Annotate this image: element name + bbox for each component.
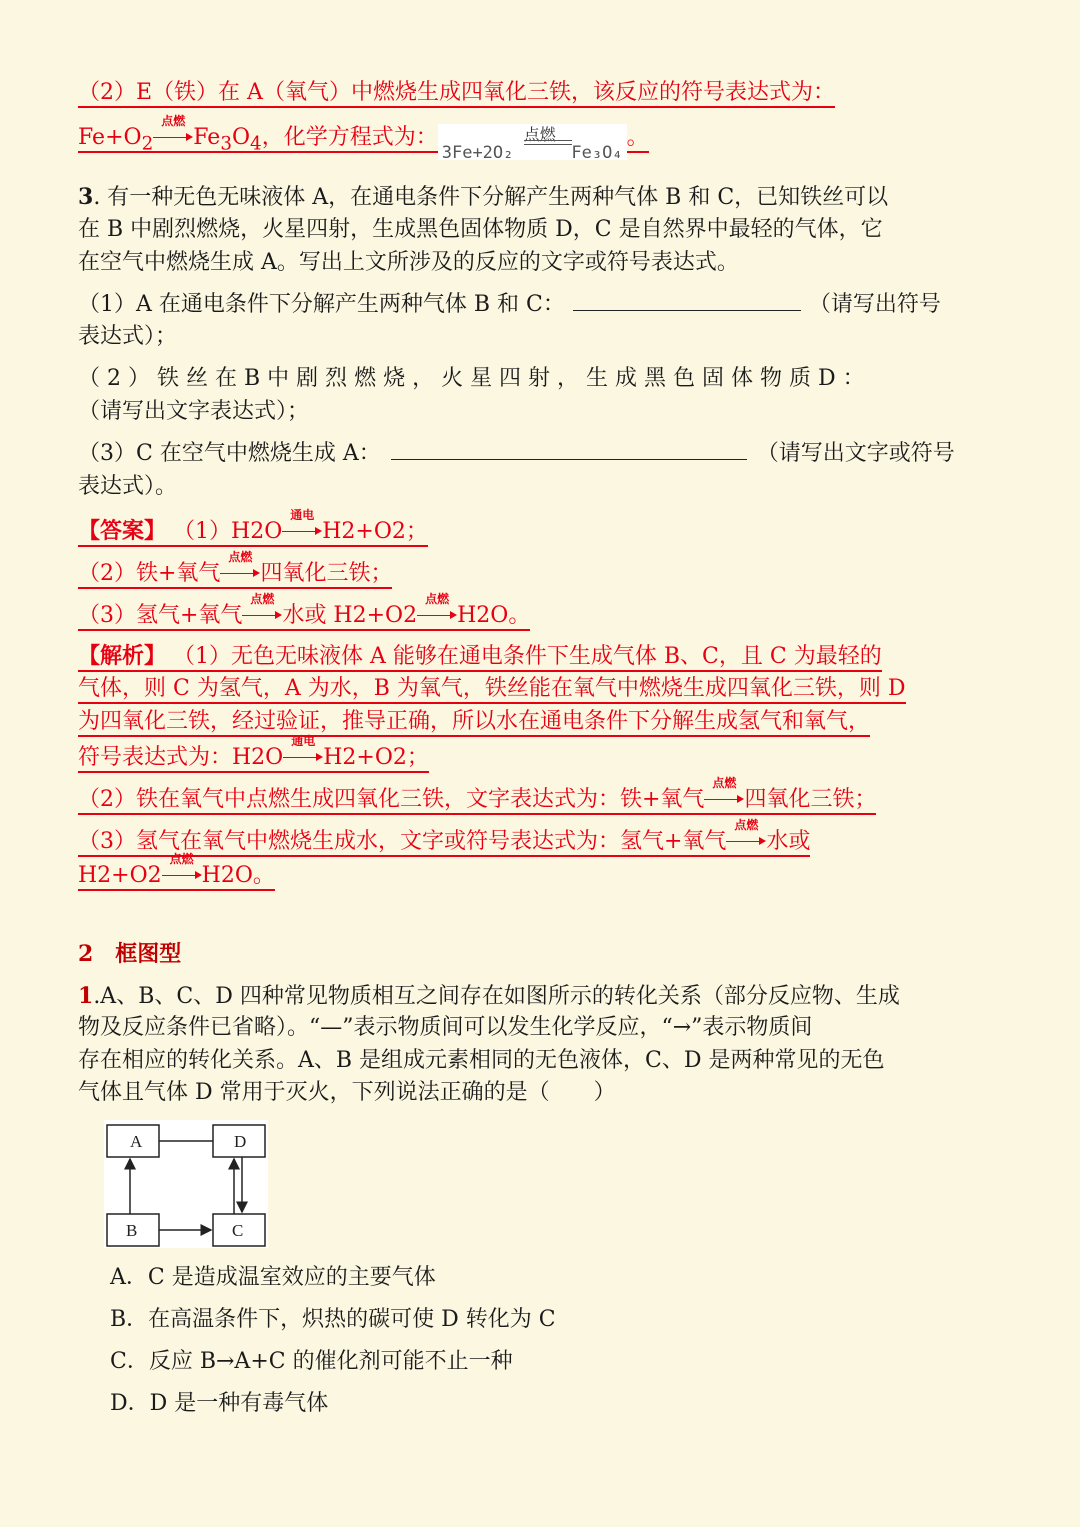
answer-tag: 【答案】 xyxy=(78,518,167,544)
option-c[interactable]: C．反应 B→A+C 的催化剂可能不止一种 xyxy=(110,1349,513,1374)
answer-blank-3[interactable] xyxy=(391,439,747,460)
electric-arrow: 通电 xyxy=(283,740,323,766)
q1-number: 1 xyxy=(78,983,94,1009)
answer-line1: 【答案】 （1）H2O 通电 H2+O2； xyxy=(78,514,428,547)
q3-sub2-cont: （请写出文字表达式）； xyxy=(78,399,310,424)
conversion-diagram xyxy=(104,1120,268,1248)
answer-blank-1[interactable] xyxy=(573,290,801,311)
equation-image-condition: 点燃 xyxy=(523,125,556,144)
equation-image-right: Fe₃O₄ xyxy=(571,143,623,163)
analysis-line4: 符号表达式为：H2O 通电 H2+O2； xyxy=(78,740,429,773)
part2-line1-text: （2）E（铁）在 A（氧气）中燃烧生成四氧化三铁，该反应的符号表达式为： xyxy=(78,80,835,108)
electric-arrow: 通电 xyxy=(282,514,322,540)
analysis-line3: 为四氧化三铁，经过验证，推导正确，所以水在通电条件下分解生成氢气和氧气， xyxy=(78,707,870,737)
option-d[interactable]: D．D 是一种有毒气体 xyxy=(110,1391,329,1416)
section-heading: 2 框图型 xyxy=(78,941,182,967)
answer-line2: （2）铁+氧气 点燃 四氧化三铁； xyxy=(78,556,392,589)
analysis-line1: 【解析】 （1）无色无味液体 A 能够在通电条件下生成气体 B、C，且 C 为最轻的 xyxy=(78,641,882,672)
answer-line3: （3）氢气+氧气 点燃 水或 H2+O2 点燃 H2O。 xyxy=(78,598,530,631)
eq-o: O xyxy=(232,125,251,150)
equation-image-left: 3Fe+2O₂ xyxy=(441,143,514,163)
q3-sub3-cont: 表达式）。 xyxy=(78,474,178,499)
part2-line1 xyxy=(78,78,835,108)
q3-sub2: （ 2 ） 铁 丝 在 B 中 剧 烈 燃 烧 ， 火 星 四 射 ， 生 成 黑 色 固 体 物 质 D ： xyxy=(78,366,865,391)
q3-stem-line1: 3. 有一种无色无味液体 A，在通电条件下分解产生两种气体 B 和 C，已知铁丝可以 xyxy=(78,184,889,210)
ignite-arrow: 点燃 xyxy=(704,782,744,808)
eq-fe-o: Fe+O xyxy=(78,125,142,150)
arrow-condition: 点燃 xyxy=(161,114,186,128)
label-c: C xyxy=(232,1221,244,1240)
ignite-arrow xyxy=(153,114,193,146)
analysis-line6: （3）氢气在氧气中燃烧生成水，文字或符号表达式为：氢气+氧气 点燃 水或 xyxy=(78,824,810,857)
eq-label: ，化学方程式为： xyxy=(261,125,438,150)
part2-line2-underlined xyxy=(78,114,649,163)
q1-stem-line2: 物及反应条件已省略）。“—”表示物质间可以发生化学反应，“→”表示物质间 xyxy=(78,1015,813,1040)
label-a: A xyxy=(130,1132,143,1151)
q1-stem-line1: 1.A、B、C、D 四种常见物质相互之间存在如图所示的转化关系（部分反应物、生成 xyxy=(78,983,900,1009)
q3-sub1: （1）A 在通电条件下分解产生两种气体 B 和 C： （请写出符号 xyxy=(78,292,941,317)
q3-number: 3 xyxy=(78,184,94,210)
analysis-tag: 【解析】 xyxy=(78,643,167,669)
label-d: D xyxy=(234,1132,247,1151)
eq-end: 。 xyxy=(626,125,649,150)
analysis-line7: H2+O2 点燃 H2O。 xyxy=(78,858,275,891)
analysis-line2: 气体，则 C 为氢气，A 为水，B 为氧气，铁丝能在氧气中燃烧生成四氧化三铁，则 D xyxy=(78,674,906,704)
sub-2: 2 xyxy=(141,133,154,155)
ignite-arrow: 点燃 xyxy=(417,598,457,624)
q3-stem-line3: 在空气中燃烧生成 A。写出上文所涉及的反应的文字或符号表达式。 xyxy=(78,250,739,275)
diagram-svg xyxy=(104,1120,268,1248)
eq-fe: Fe xyxy=(193,125,221,150)
q3-sub3: （3）C 在空气中燃烧生成 A： （请写出文字或符号 xyxy=(78,441,955,466)
part2-line2 xyxy=(78,114,649,163)
sub-3: 3 xyxy=(220,133,232,155)
ignite-arrow: 点燃 xyxy=(162,858,202,884)
sub-4: 4 xyxy=(250,133,262,155)
ignite-arrow: 点燃 xyxy=(242,598,282,624)
q3-stem-line2: 在 B 中剧烈燃烧，火星四射，生成黑色固体物质 D，C 是自然界中最轻的气体，它 xyxy=(78,217,883,242)
q1-stem-line3: 存在相应的转化关系。A、B 是组成元素相同的无色液体，C、D 是两种常见的无色 xyxy=(78,1048,885,1073)
analysis-line5: （2）铁在氧气中点燃生成四氧化三铁，文字表达式为：铁+氧气 点燃 四氧化三铁； xyxy=(78,782,876,815)
ignite-arrow: 点燃 xyxy=(220,556,260,582)
option-b[interactable]: B．在高温条件下，炽热的碳可使 D 转化为 C xyxy=(110,1307,556,1332)
q1-stem-line4: 气体且气体 D 常用于灭火，下列说法正确的是（ ） xyxy=(78,1080,616,1105)
option-a[interactable]: A．C 是造成温室效应的主要气体 xyxy=(110,1265,436,1290)
equation-image xyxy=(438,124,627,163)
label-b: B xyxy=(126,1221,138,1240)
q3-sub1-cont: 表达式）； xyxy=(78,324,178,349)
ignite-arrow: 点燃 xyxy=(726,824,766,850)
